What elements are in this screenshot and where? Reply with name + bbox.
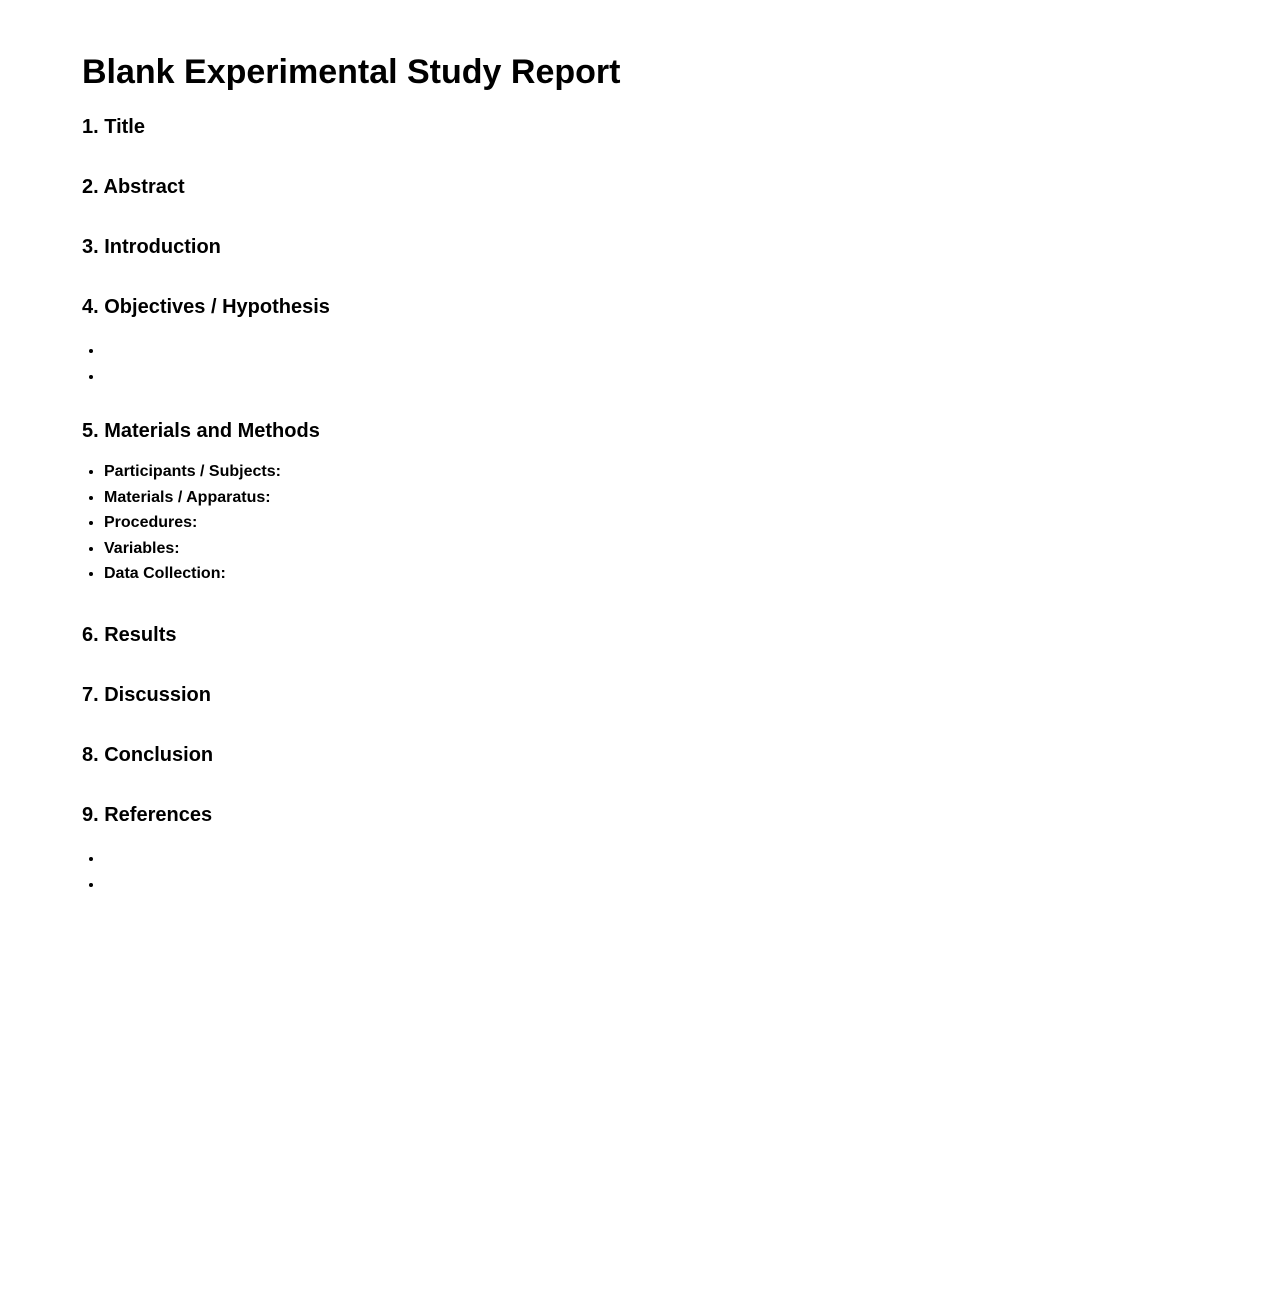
list-item	[104, 337, 1278, 363]
section-heading: 5. Materials and Methods	[82, 420, 320, 442]
section-references	[82, 803, 1278, 897]
list-item-variables: • Variables:	[104, 536, 1278, 562]
list-item	[104, 845, 1278, 871]
section-materials-methods	[82, 419, 1278, 587]
list-item-procedures: • Procedures:	[104, 510, 1278, 536]
section-abstract	[82, 175, 1278, 199]
list-item	[104, 363, 1278, 389]
section-results	[82, 623, 1278, 647]
section-introduction	[82, 235, 1278, 259]
section-conclusion	[82, 743, 1278, 767]
section-heading: 7. Discussion	[82, 683, 211, 706]
section-heading: 8. Conclusion	[82, 743, 214, 766]
section-title	[82, 115, 1278, 139]
section-heading: 9. References	[82, 803, 213, 826]
list-item-data-collection: • Data Collection:	[104, 561, 1278, 587]
list-item-materials: • Materials / Apparatus:	[104, 485, 1278, 511]
section-heading: 6. Results	[82, 623, 177, 646]
list-item	[104, 871, 1278, 897]
section-heading: 4. Objectives / Hypothesis	[82, 296, 330, 318]
list-item-participants: • Participants / Subjects:	[104, 459, 1278, 485]
section-objectives	[82, 295, 1278, 389]
objectives-list	[82, 337, 1278, 389]
section-heading: 3. Introduction	[82, 236, 221, 258]
section-heading: 1. Title	[82, 116, 145, 138]
references-list	[82, 845, 1278, 897]
materials-methods-list	[82, 459, 1278, 587]
section-heading: 2. Abstract	[82, 176, 185, 198]
page-title: Blank Experimental Study Report	[82, 53, 621, 91]
section-discussion	[82, 683, 1278, 707]
